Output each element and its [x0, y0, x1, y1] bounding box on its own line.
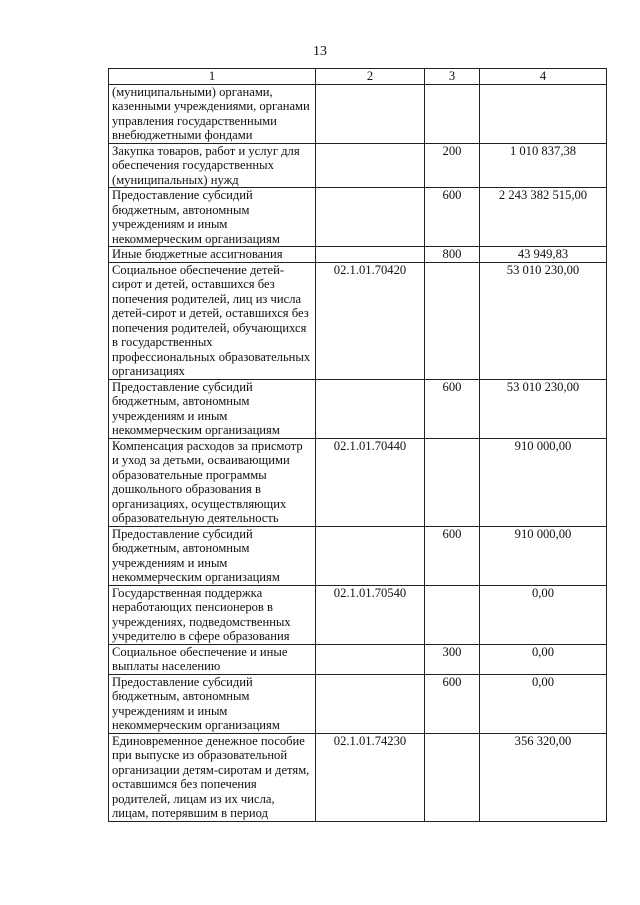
row-code-cell	[316, 84, 425, 143]
row-name-cell: Предоставление субсидий бюджетным, автономным учреждениям и иным некоммерческим организациям	[109, 188, 316, 247]
row-name-cell: Государственная поддержка неработающих пенсионеров в учреждениях, подведомственных учредителю в сфере образования	[109, 585, 316, 644]
row-expense-type-cell	[425, 262, 480, 379]
table-row	[109, 262, 607, 379]
column-header: 2	[316, 69, 425, 85]
row-code-cell	[316, 674, 425, 733]
budget-table	[108, 68, 607, 822]
row-code-cell	[316, 143, 425, 188]
table-header-row	[109, 69, 607, 85]
row-name-cell: Закупка товаров, работ и услуг для обеспечения государственных (муниципальных) нужд	[109, 143, 316, 188]
row-amount-cell: 356 320,00	[480, 733, 607, 821]
row-name-cell: Предоставление субсидий бюджетным, автономным учреждениям и иным некоммерческим организациям	[109, 379, 316, 438]
row-expense-type-cell: 800	[425, 247, 480, 263]
row-amount-cell: 1 010 837,38	[480, 143, 607, 188]
row-name-cell: (муниципальными) органами, казенными учреждениями, органами управления государственными внебюджетными фондами	[109, 84, 316, 143]
row-expense-type-cell: 200	[425, 143, 480, 188]
row-expense-type-cell: 600	[425, 674, 480, 733]
column-header: 1	[109, 69, 316, 85]
row-expense-type-cell	[425, 84, 480, 143]
row-expense-type-cell: 600	[425, 379, 480, 438]
table-body	[109, 84, 607, 821]
table-row	[109, 247, 607, 263]
column-header: 4	[480, 69, 607, 85]
row-amount-cell: 0,00	[480, 674, 607, 733]
row-expense-type-cell	[425, 733, 480, 821]
row-name-cell: Иные бюджетные ассигнования	[109, 247, 316, 263]
table-row	[109, 143, 607, 188]
row-expense-type-cell: 600	[425, 188, 480, 247]
row-code-cell: 02.1.01.74230	[316, 733, 425, 821]
row-code-cell	[316, 644, 425, 674]
row-name-cell: Социальное обеспечение и иные выплаты населению	[109, 644, 316, 674]
row-expense-type-cell	[425, 438, 480, 526]
table-row	[109, 526, 607, 585]
row-amount-cell: 53 010 230,00	[480, 379, 607, 438]
page-number: 13	[313, 44, 327, 59]
row-name-cell: Единовременное денежное пособие при выпуске из образовательной организации детям-сиротам и детям, оставшимся без попечения родителей, лицам из их числа, лицам, потерявшим в период	[109, 733, 316, 821]
table-row	[109, 188, 607, 247]
row-name-cell: Предоставление субсидий бюджетным, автономным учреждениям и иным некоммерческим организациям	[109, 526, 316, 585]
row-name-cell: Компенсация расходов за присмотр и уход за детьми, осваивающими образовательные программы дошкольного образования в организациях, осуществляющих образовательную деятельность	[109, 438, 316, 526]
table-row	[109, 84, 607, 143]
row-code-cell: 02.1.01.70420	[316, 262, 425, 379]
row-amount-cell: 0,00	[480, 585, 607, 644]
table-row	[109, 674, 607, 733]
row-amount-cell: 910 000,00	[480, 526, 607, 585]
row-code-cell	[316, 247, 425, 263]
row-code-cell: 02.1.01.70540	[316, 585, 425, 644]
row-amount-cell: 910 000,00	[480, 438, 607, 526]
row-expense-type-cell: 300	[425, 644, 480, 674]
row-expense-type-cell: 600	[425, 526, 480, 585]
column-header: 3	[425, 69, 480, 85]
row-amount-cell: 43 949,83	[480, 247, 607, 263]
row-name-cell: Социальное обеспечение детей-сирот и детей, оставшихся без попечения родителей, лиц из числа детей-сирот и детей, оставшихся без попечения родителей, обучающихся в государственных профессиональных образовательных организациях	[109, 262, 316, 379]
row-code-cell: 02.1.01.70440	[316, 438, 425, 526]
table-row	[109, 438, 607, 526]
row-name-cell: Предоставление субсидий бюджетным, автономным учреждениям и иным некоммерческим организациям	[109, 674, 316, 733]
table-row	[109, 733, 607, 821]
table-row	[109, 644, 607, 674]
row-code-cell	[316, 379, 425, 438]
row-code-cell	[316, 526, 425, 585]
row-amount-cell: 0,00	[480, 644, 607, 674]
row-amount-cell: 2 243 382 515,00	[480, 188, 607, 247]
row-amount-cell	[480, 84, 607, 143]
table-row	[109, 379, 607, 438]
table-row	[109, 585, 607, 644]
row-expense-type-cell	[425, 585, 480, 644]
row-code-cell	[316, 188, 425, 247]
row-amount-cell: 53 010 230,00	[480, 262, 607, 379]
